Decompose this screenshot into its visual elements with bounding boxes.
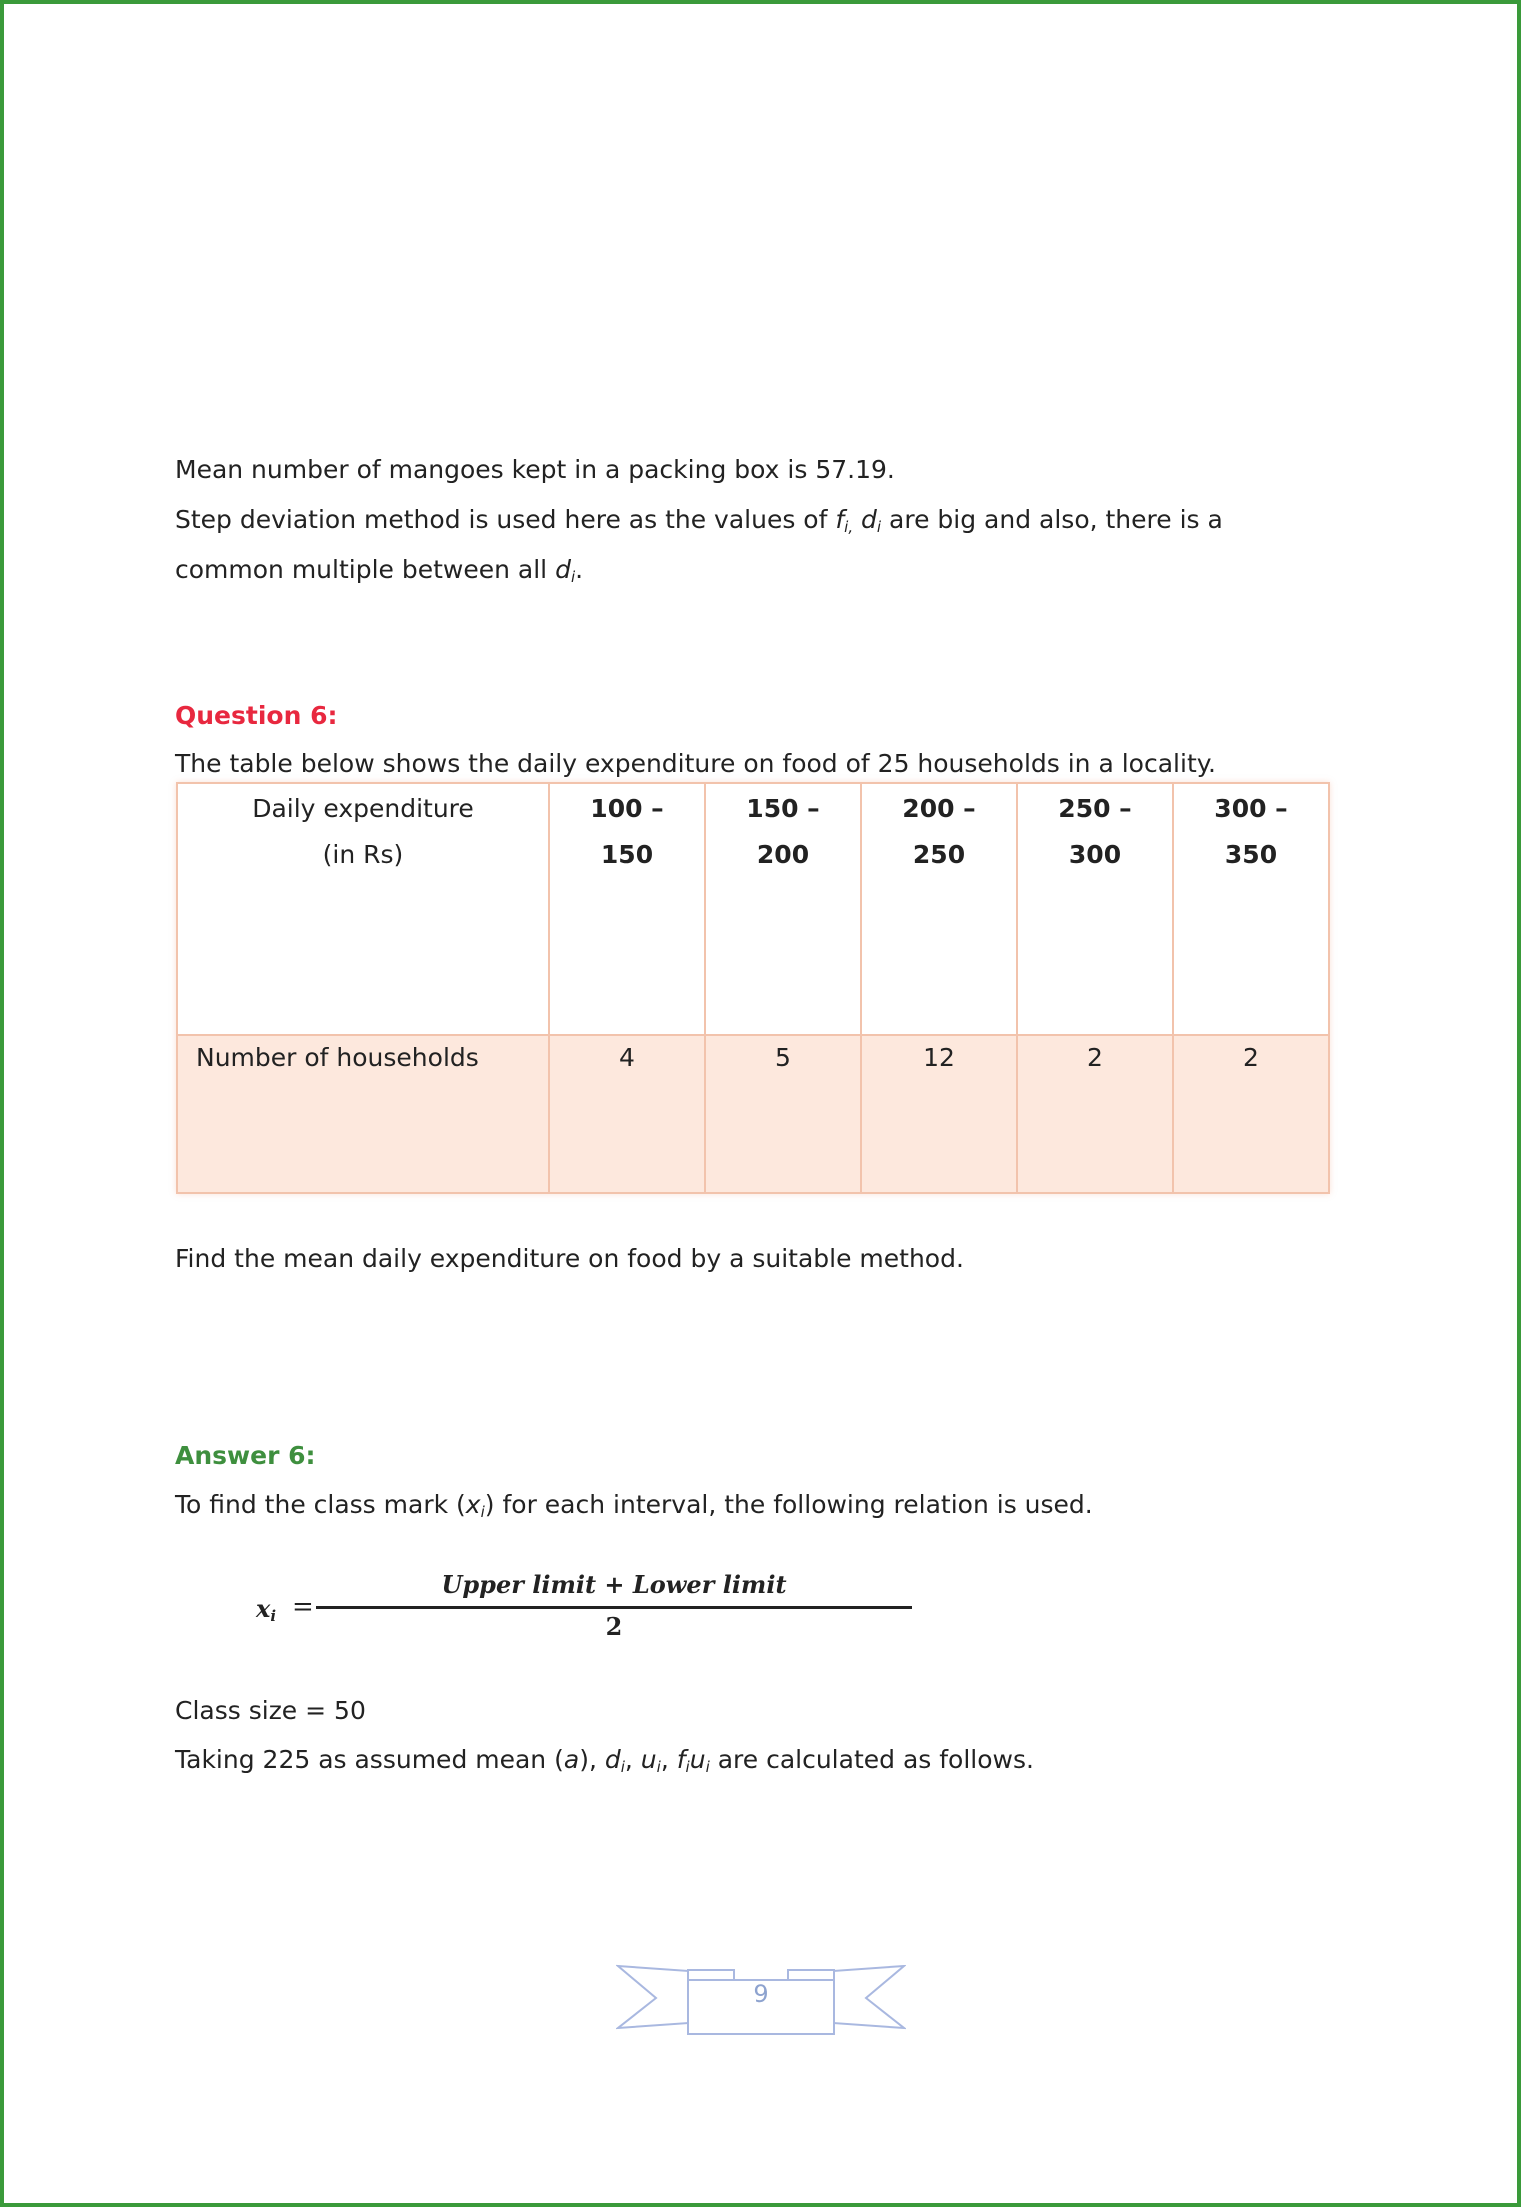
var-d: d bbox=[853, 505, 877, 534]
subscript: i bbox=[570, 568, 576, 586]
households-value: 5 bbox=[775, 1043, 791, 1072]
subscript: i bbox=[876, 518, 882, 536]
var-f: f bbox=[835, 505, 845, 534]
households-value: 2 bbox=[1243, 1043, 1259, 1072]
subscript: i bbox=[685, 1758, 690, 1776]
text-span: ) for each interval, the following relation is used. bbox=[484, 1490, 1093, 1519]
common-multiple-text bbox=[175, 554, 583, 593]
table-cell-value bbox=[1017, 1035, 1173, 1193]
subscript: i bbox=[705, 1758, 710, 1776]
table-cell-label bbox=[177, 1035, 549, 1193]
formula-fraction bbox=[316, 1570, 912, 1641]
subscript: i bbox=[270, 1607, 277, 1625]
text-span: Step deviation method is used here as the values of bbox=[175, 505, 836, 534]
var-f: f bbox=[676, 1745, 686, 1774]
question-prompt: Find the mean daily expenditure on food by a suitable method. bbox=[175, 1244, 964, 1273]
answer-heading: Answer 6: bbox=[175, 1441, 316, 1470]
var-d: d bbox=[604, 1745, 621, 1774]
range-start: 250 – bbox=[1058, 794, 1132, 823]
subscript: i bbox=[620, 1758, 625, 1776]
subscript: i bbox=[480, 1503, 485, 1521]
table-cell-value bbox=[549, 1035, 705, 1193]
var-x: x bbox=[465, 1490, 481, 1519]
table-cell-range bbox=[1173, 783, 1329, 1035]
table-cell-value bbox=[705, 1035, 861, 1193]
var-d: d bbox=[555, 555, 571, 584]
mean-result-text bbox=[175, 454, 895, 486]
households-value: 2 bbox=[1087, 1043, 1103, 1072]
step-deviation-text bbox=[175, 504, 1223, 543]
text-span: ), bbox=[579, 1745, 605, 1774]
assumed-mean-text bbox=[175, 1744, 1034, 1783]
table-cell-range bbox=[861, 783, 1017, 1035]
text-span: , bbox=[624, 1745, 641, 1774]
question-heading: Question 6: bbox=[175, 701, 338, 730]
fraction-bar bbox=[316, 1606, 912, 1609]
subscript: i, bbox=[844, 518, 854, 536]
range-end: 350 bbox=[1224, 840, 1278, 869]
mean-result-sentence: Mean number of mangoes kept in a packing box is 57.19. bbox=[175, 455, 895, 484]
row-label: Number of households bbox=[196, 1043, 479, 1072]
var-u: u bbox=[689, 1745, 706, 1774]
var-u: u bbox=[640, 1745, 657, 1774]
formula-denominator: 2 bbox=[605, 1612, 623, 1641]
text-span: . bbox=[575, 555, 584, 584]
formula-lhs bbox=[256, 1594, 276, 1625]
class-mark-text bbox=[175, 1489, 1093, 1528]
text-span: , bbox=[660, 1745, 677, 1774]
range-end: 150 bbox=[600, 840, 654, 869]
range-start: 200 – bbox=[902, 794, 976, 823]
expenditure-table bbox=[176, 782, 1330, 1194]
table-cell-range bbox=[549, 783, 705, 1035]
formula-numerator: Upper limit + Lower limit bbox=[441, 1570, 787, 1599]
question-intro: The table below shows the daily expenditure on food of 25 households in a locality. bbox=[175, 749, 1216, 778]
header-label-line2: (in Rs) bbox=[322, 840, 404, 869]
page-number-ribbon bbox=[616, 1958, 906, 2038]
subscript: i bbox=[656, 1758, 661, 1776]
var-a: a bbox=[563, 1745, 580, 1774]
table-cell-range bbox=[1017, 783, 1173, 1035]
header-label-line1: Daily expenditure bbox=[252, 794, 474, 823]
class-size-text: Class size = 50 bbox=[175, 1696, 366, 1725]
table-cell-label bbox=[177, 783, 549, 1035]
text-span: common multiple between all bbox=[175, 555, 556, 584]
households-value: 4 bbox=[619, 1043, 635, 1072]
text-span: are calculated as follows. bbox=[709, 1745, 1034, 1774]
range-end: 200 bbox=[756, 840, 810, 869]
text-span: To find the class mark ( bbox=[175, 1490, 466, 1519]
table-cell-range bbox=[705, 783, 861, 1035]
text-span: are big and also, there is a bbox=[881, 505, 1223, 534]
households-value: 12 bbox=[923, 1043, 955, 1072]
page-number: 9 bbox=[753, 1980, 769, 2008]
range-end: 250 bbox=[912, 840, 966, 869]
range-start: 100 – bbox=[590, 794, 664, 823]
range-end: 300 bbox=[1068, 840, 1122, 869]
var-x: x bbox=[256, 1594, 271, 1623]
table-header-row bbox=[177, 783, 1329, 1035]
table-row bbox=[177, 1035, 1329, 1193]
table-cell-value bbox=[1173, 1035, 1329, 1193]
range-start: 150 – bbox=[746, 794, 820, 823]
equals-sign: = bbox=[292, 1592, 314, 1622]
table-cell-value bbox=[861, 1035, 1017, 1193]
range-start: 300 – bbox=[1214, 794, 1288, 823]
text-span: Taking 225 as assumed mean ( bbox=[175, 1745, 564, 1774]
